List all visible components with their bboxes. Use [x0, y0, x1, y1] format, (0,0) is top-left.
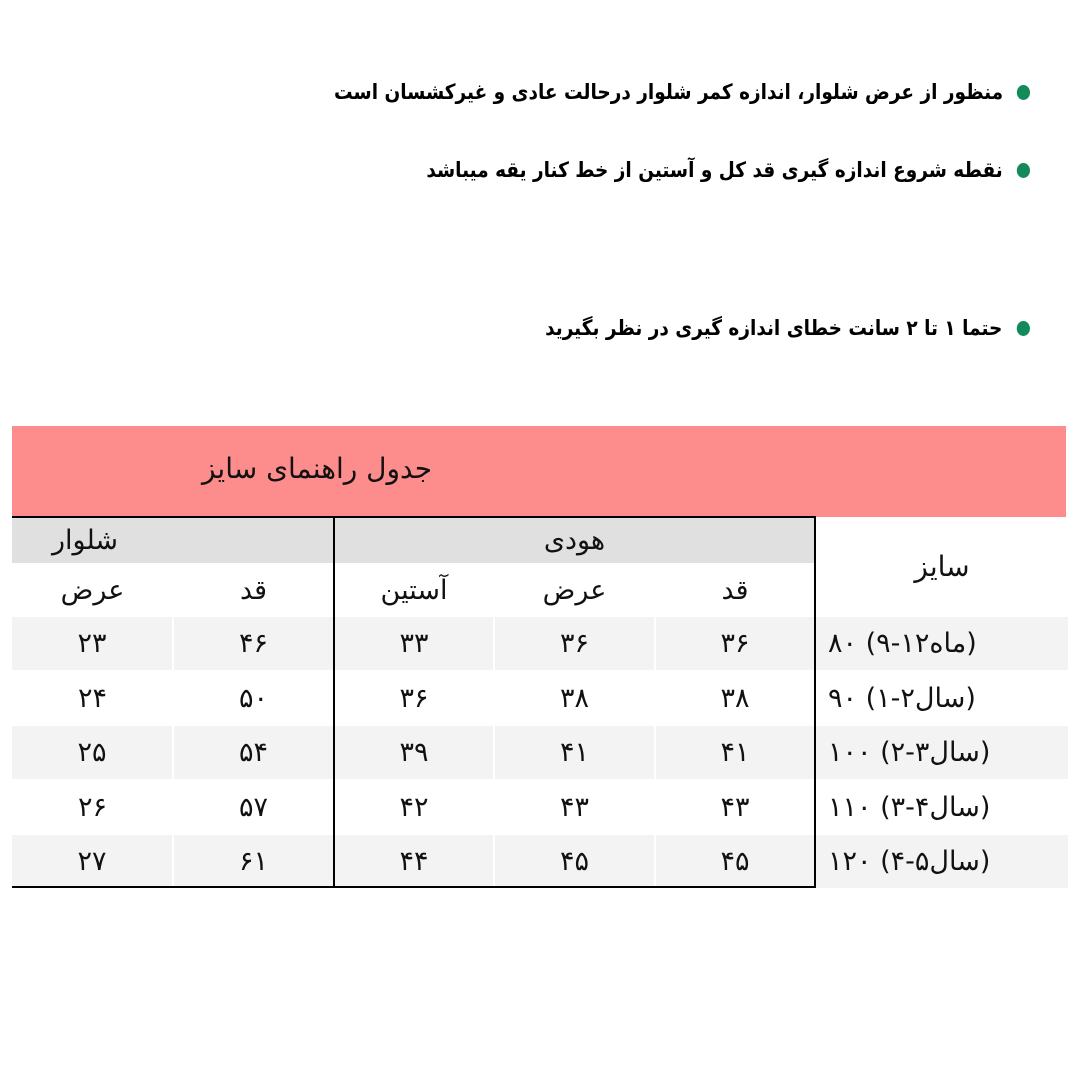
table-border-divider — [333, 516, 335, 888]
cell-size: ۹۰ (۱-۲سال) — [816, 672, 1068, 725]
table-border-bottom — [12, 886, 816, 888]
table-title: جدول راهنمای سایز — [201, 452, 433, 485]
table-border-right — [814, 516, 816, 888]
cell-pants-width: ۲۷ — [12, 835, 172, 888]
subheader-pants-length: قد — [175, 565, 332, 615]
cell-size: ۱۲۰ (۴-۵سال) — [816, 835, 1068, 888]
cell-hoodie-length: ۳۸ — [657, 672, 813, 725]
subheader-hoodie-sleeve: آستین — [336, 565, 492, 615]
bullet-icon — [1017, 321, 1030, 336]
note-text: حتما ۱ تا ۲ سانت خطای اندازه گیری در نظر بگیرید — [545, 316, 1003, 340]
cell-pants-width: ۲۵ — [12, 726, 172, 779]
note-tolerance — [545, 316, 1030, 340]
cell-hoodie-width: ۳۸ — [496, 672, 653, 725]
cell-pants-length: ۵۷ — [175, 781, 332, 834]
cell-hoodie-length: ۴۳ — [657, 781, 813, 834]
cell-hoodie-sleeve: ۳۹ — [335, 726, 493, 779]
subheader-hoodie-length: قد — [657, 565, 813, 615]
cell-size: ۱۱۰ (۳-۴سال) — [816, 781, 1068, 834]
cell-pants-width: ۲۳ — [12, 617, 172, 670]
cell-hoodie-width: ۳۶ — [495, 617, 654, 670]
size-header: سایز — [816, 517, 1068, 615]
bullet-icon — [1017, 163, 1030, 178]
cell-pants-width: ۲۶ — [14, 781, 171, 834]
cell-pants-length: ۶۱ — [174, 835, 333, 888]
cell-hoodie-width: ۴۵ — [495, 835, 654, 888]
subheader-pants-width: عرض — [14, 565, 171, 615]
cell-size: ۸۰ (۹-۱۲ماه) — [816, 617, 1068, 670]
table-title-band — [12, 426, 1066, 517]
cell-hoodie-length: ۴۵ — [656, 835, 814, 888]
cell-hoodie-sleeve: ۴۴ — [335, 835, 493, 888]
subheader-hoodie-width: عرض — [496, 565, 653, 615]
group-label: هودی — [543, 524, 606, 556]
note-waist — [334, 80, 1030, 104]
group-header-hoodie — [335, 517, 814, 563]
cell-hoodie-length: ۴۱ — [656, 726, 814, 779]
cell-hoodie-width: ۴۳ — [496, 781, 653, 834]
cell-pants-length: ۵۴ — [174, 726, 333, 779]
note-text: نقطه شروع اندازه گیری قد کل و آستین از خط کنار یقه میباشد — [426, 158, 1003, 182]
cell-hoodie-sleeve: ۴۲ — [336, 781, 492, 834]
group-header-pants — [12, 517, 333, 563]
cell-hoodie-length: ۳۶ — [656, 617, 814, 670]
note-measure-start — [426, 158, 1030, 182]
group-label: شلوار — [52, 524, 119, 556]
cell-hoodie-sleeve: ۳۳ — [335, 617, 493, 670]
table-border-top — [12, 516, 816, 518]
cell-hoodie-width: ۴۱ — [495, 726, 654, 779]
bullet-icon — [1017, 85, 1030, 100]
cell-size: ۱۰۰ (۲-۳سال) — [816, 726, 1068, 779]
cell-hoodie-sleeve: ۳۶ — [336, 672, 492, 725]
cell-pants-width: ۲۴ — [14, 672, 171, 725]
cell-pants-length: ۵۰ — [175, 672, 332, 725]
cell-pants-length: ۴۶ — [174, 617, 333, 670]
note-text: منظور از عرض شلوار، اندازه کمر شلوار درحالت عادی و غیرکشسان است — [333, 80, 1003, 104]
